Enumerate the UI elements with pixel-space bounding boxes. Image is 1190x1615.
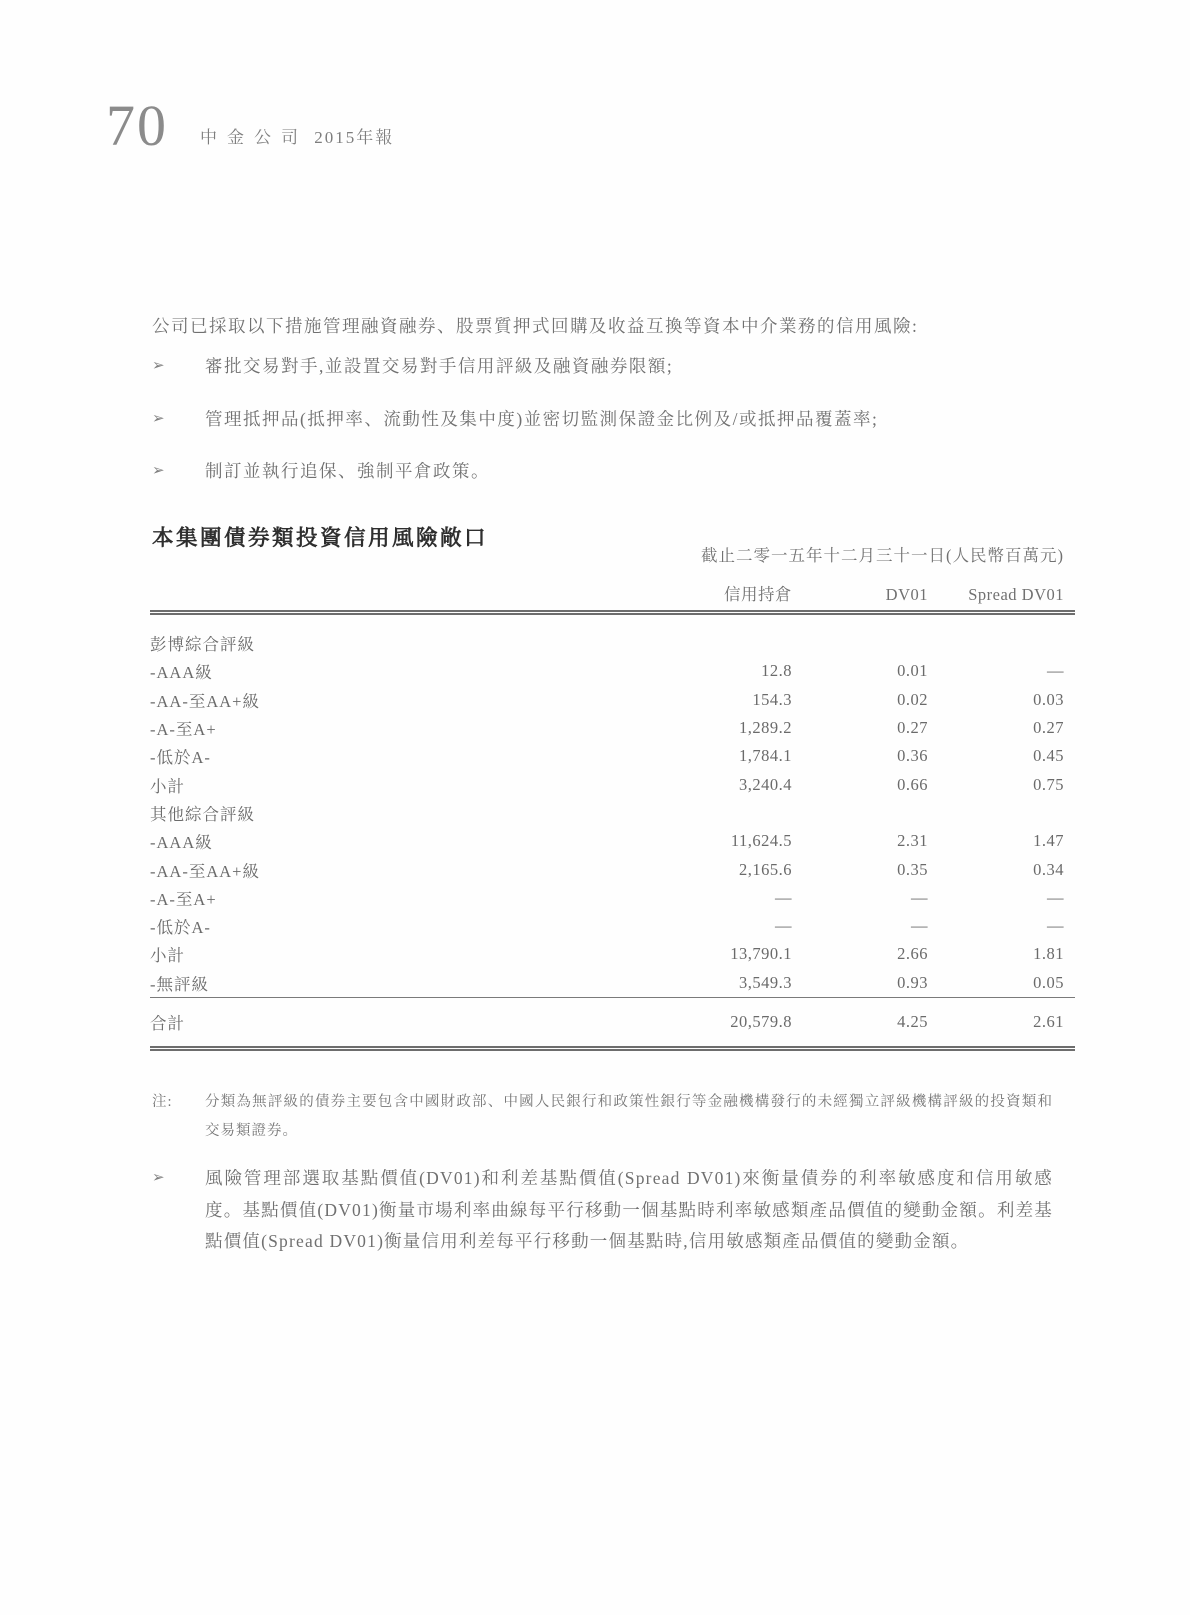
- table-row: [150, 770, 1064, 798]
- table-caption: 截止二零一五年十二月三十一日(人民幣百萬元): [701, 546, 1064, 565]
- intro-paragraph: 公司已採取以下措施管理融資融券、股票質押式回購及收益互換等資本中介業務的信用風險:: [152, 315, 919, 336]
- cell-dv01: 0.35: [897, 859, 928, 879]
- table-row: [150, 855, 1064, 883]
- table-row: [150, 827, 1064, 855]
- company-name: 中金公司: [200, 128, 308, 147]
- cell-credit-position: 13,790.1: [730, 944, 792, 964]
- cell-dv01: 2.31: [897, 831, 928, 851]
- cell-credit-position: 3,240.4: [739, 774, 792, 794]
- cell-dv01: —: [911, 887, 928, 907]
- table-row: [150, 884, 1064, 912]
- bullet-text: 管理抵押品(抵押率、流動性及集中度)並密切監測保證金比例及/或抵押品覆蓋率;: [205, 409, 879, 429]
- column-header-credit-position: 信用持倉: [724, 585, 792, 604]
- cell-credit-position: —: [775, 916, 792, 936]
- row-label: 小計: [150, 946, 185, 966]
- table-row: [150, 940, 1064, 968]
- cell-spread-dv01: 0.03: [1033, 689, 1064, 709]
- row-label: -低於A-: [150, 918, 211, 938]
- arrow-bullet-icon: ➢: [152, 1170, 165, 1186]
- cell-spread-dv01: 1.47: [1033, 831, 1064, 851]
- cell-spread-dv01: 0.45: [1033, 746, 1064, 766]
- cell-credit-position: 11,624.5: [730, 831, 792, 851]
- total-dv01: 4.25: [897, 1011, 928, 1031]
- row-label: -AA-至AA+級: [150, 861, 260, 881]
- cell-credit-position: 12.8: [761, 661, 792, 681]
- cell-dv01: 2.66: [897, 944, 928, 964]
- cell-spread-dv01: —: [1047, 887, 1064, 907]
- total-spread-dv01: 2.61: [1033, 1011, 1064, 1031]
- cell-spread-dv01: 0.05: [1033, 972, 1064, 992]
- table-bottom-rule: [150, 1046, 1075, 1051]
- row-label: 其他綜合評級: [150, 804, 255, 824]
- cell-dv01: 0.66: [897, 774, 928, 794]
- bullet-text: 制訂並執行追保、強制平倉政策。: [205, 461, 490, 481]
- cell-credit-position: 154.3: [752, 689, 792, 709]
- cell-spread-dv01: —: [1047, 661, 1064, 681]
- cell-dv01: 0.36: [897, 746, 928, 766]
- bullet-item-1: [152, 352, 1052, 380]
- row-label: -低於A-: [150, 748, 211, 768]
- row-label: -A-至A+: [150, 889, 217, 909]
- cell-dv01: 0.27: [897, 718, 928, 738]
- cell-dv01: 0.02: [897, 689, 928, 709]
- column-header-spread-dv01: Spread DV01: [968, 585, 1064, 604]
- footnote-text: 分類為無評級的債券主要包含中國財政部、中國人民銀行和政策性銀行等金融機構發行的未經獨立評級機構評級的投資類和交易類證券。: [205, 1094, 1053, 1139]
- arrow-bullet-icon: ➢: [152, 463, 165, 479]
- arrow-bullet-icon: ➢: [152, 411, 165, 427]
- report-edition: 2015年報: [314, 128, 395, 147]
- cell-spread-dv01: —: [1047, 916, 1064, 936]
- footnote: [152, 1088, 1057, 1146]
- table-row: [150, 799, 1064, 827]
- report-header: [200, 123, 394, 148]
- table-row: [150, 912, 1064, 940]
- table-row: [150, 714, 1064, 742]
- column-header-dv01: DV01: [885, 585, 928, 604]
- dv01-text: 風險管理部選取基點價值(DV01)和利差基點價值(Spread DV01)來衡量債券的利率敏感度和信用敏感度。基點價值(DV01)衡量市場利率曲線每平行移動一個基點時利率敏感類產品價值的變動金額。利差基點價值(Spread DV01)衡量信用利差每平行移動一個基點時,信用敏感類產品價值的變動金額。: [205, 1168, 1053, 1251]
- table-column-headers: [150, 573, 1075, 605]
- cell-spread-dv01: 0.75: [1033, 774, 1064, 794]
- credit-exposure-table: [150, 543, 1075, 1051]
- arrow-bullet-icon: ➢: [152, 358, 165, 374]
- row-label: -AA-至AA+級: [150, 691, 260, 711]
- table-row: [150, 629, 1064, 657]
- table-row: [150, 657, 1064, 685]
- bullet-text: 審批交易對手,並設置交易對手信用評級及融資融券限額;: [205, 356, 674, 376]
- page-number: 70: [106, 93, 168, 158]
- cell-dv01: 0.93: [897, 972, 928, 992]
- row-label: -AAA級: [150, 663, 213, 683]
- cell-dv01: —: [911, 916, 928, 936]
- cell-credit-position: —: [775, 887, 792, 907]
- total-label: 合計: [150, 1013, 185, 1033]
- dv01-bullet-paragraph: [152, 1163, 1057, 1258]
- row-label: -AAA級: [150, 833, 213, 853]
- row-label: 小計: [150, 776, 185, 796]
- total-credit-position: 20,579.8: [730, 1011, 792, 1031]
- cell-spread-dv01: 0.27: [1033, 718, 1064, 738]
- row-label: 彭博綜合評級: [150, 635, 255, 655]
- row-label: -A-至A+: [150, 720, 217, 740]
- cell-credit-position: 1,289.2: [739, 718, 792, 738]
- cell-spread-dv01: 1.81: [1033, 944, 1064, 964]
- table-total-row: [150, 998, 1075, 1046]
- section-heading: 本集團債券類投資信用風險敞口: [152, 525, 489, 550]
- table-row: [150, 742, 1064, 770]
- cell-credit-position: 2,165.6: [739, 859, 792, 879]
- cell-credit-position: 1,784.1: [739, 746, 792, 766]
- cell-spread-dv01: 0.34: [1033, 859, 1064, 879]
- row-label: -無評級: [150, 974, 209, 994]
- bullet-item-2: [152, 405, 1052, 433]
- table-row: [150, 686, 1064, 714]
- cell-dv01: 0.01: [897, 661, 928, 681]
- footnote-marker: 注:: [152, 1094, 173, 1110]
- table-body: [150, 615, 1075, 997]
- cell-credit-position: 3,549.3: [739, 972, 792, 992]
- bullet-item-3: [152, 457, 1052, 485]
- table-row: [150, 969, 1064, 997]
